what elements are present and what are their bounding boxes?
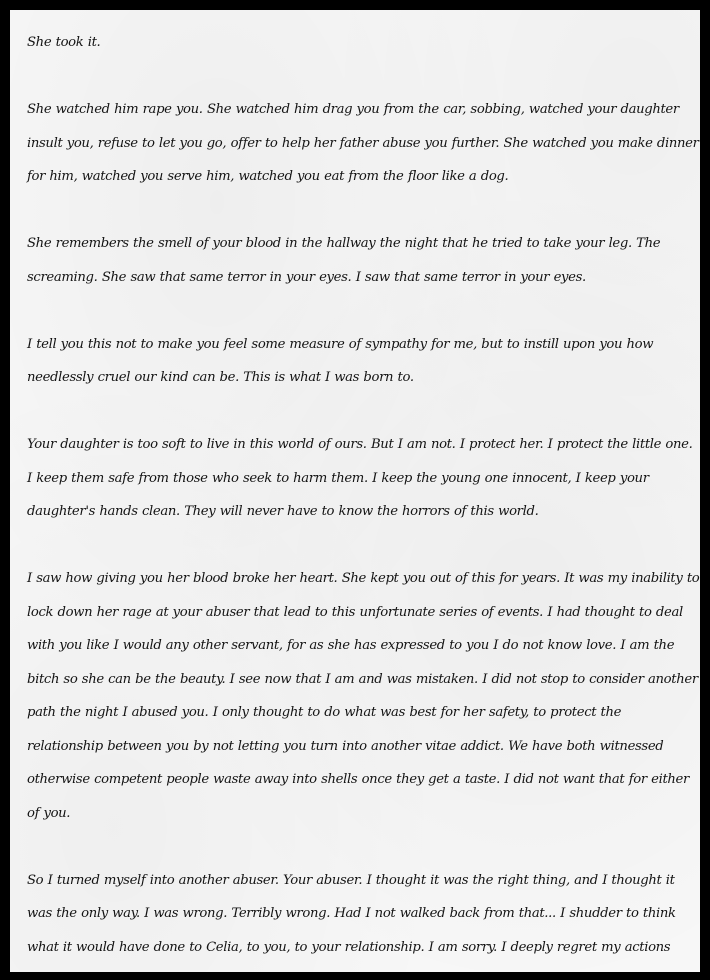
letter-paragraph-6: I saw how giving you her blood broke her heart. She kept you out of this for years. It was my inability to lock down her rage at your abuser that lead to this unfortunate series of events. I had thought to deal with you like I would any other servant, for as she has expressed to you I do not know love. I am the bitch so she can be the beauty. I see now that I am and was mistaken. I did not stop to consider another path the night I abused you. I only thought to do what was best for her safety, to protect the relationship between you by not letting you turn into another vitae addict. We have both witnessed otherwise competent people waste away into shells once they get a taste. I did not want that for either of you. xyxy=(27,571,700,821)
letter-body xyxy=(27,26,700,972)
letter-paragraph-4: I tell you this not to make you feel some measure of sympathy for me, but to instill upon you how needlessly cruel our kind can be. This is what I was born to. xyxy=(27,336,654,385)
letter-paragraph-5: Your daughter is too soft to live in this world of ours. But I am not. I protect her. I protect the little one. I keep them safe from those who seek to harm them. I keep the young one innocent, I keep your daughter's hands clean. They will never have to know the horrors of this world. xyxy=(27,437,693,519)
letter-paragraph-3: She remembers the smell of your blood in the hallway the night that he tried to take your leg. The screaming. She saw that same terror in your eyes. I saw that same terror in your eyes. xyxy=(27,236,661,285)
letter-paper xyxy=(10,10,700,972)
letter-paragraph-7: So I turned myself into another abuser. Your abuser. I thought it was the right thing, and I thought it was the only way. I was wrong. Terribly wrong. Had I not walked back from that... I shudder to think what it would have done to Celia, to you, to your relationship. I am sorry. I deeply regret my actions xyxy=(27,872,676,955)
letter-paragraph-2: She watched him rape you. She watched him drag you from the car, sobbing, watched your daughter insult you, refuse to let you go, offer to help her father abuse you further. She watched you make dinner for him, watched you serve him, watched you eat from the floor like a dog. xyxy=(27,102,699,184)
letter-paragraph-1: She took it. xyxy=(27,35,101,50)
